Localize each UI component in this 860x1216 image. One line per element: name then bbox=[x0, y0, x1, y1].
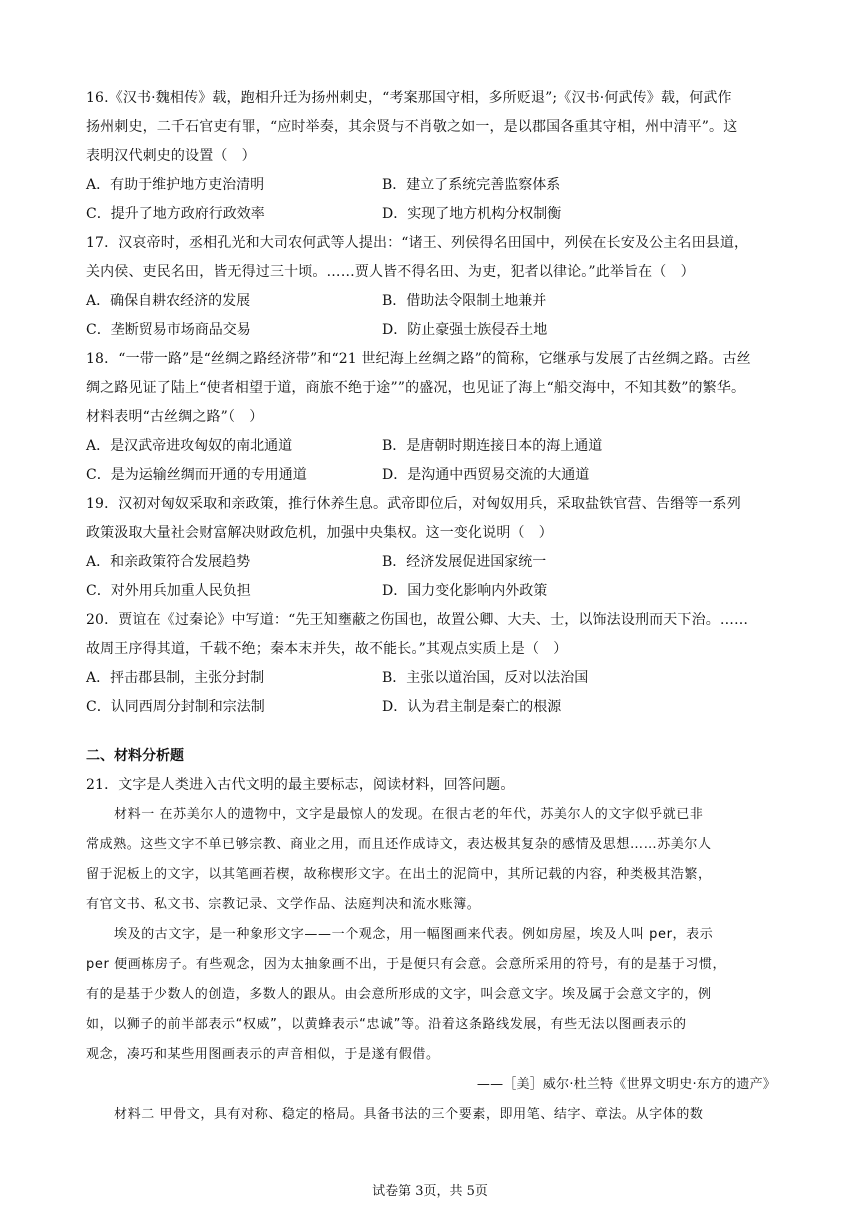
options-row bbox=[86, 316, 776, 345]
page-content bbox=[86, 84, 776, 1130]
material-line: 有官文书、私文书、宗教记录、文学作品、法庭判决和流水账簿。 bbox=[86, 897, 481, 912]
question-17 bbox=[86, 229, 776, 345]
material-line: 留于泥板上的文字，以其笔画若楔，故称楔形文字。在出土的泥筒中，其所记载的内容，种类极其浩繁， bbox=[86, 867, 712, 882]
option-b: B．主张以道治国，反对以法治国 bbox=[382, 670, 589, 686]
section-material-analysis bbox=[86, 742, 776, 1130]
option-d: D．国力变化影响内外政策 bbox=[382, 583, 548, 599]
options-row bbox=[86, 287, 776, 316]
material-source: ——［美］威尔·杜兰特《世界文明史·东方的遗产》 bbox=[476, 1077, 776, 1092]
option-d: D．是沟通中西贸易交流的大通道 bbox=[382, 467, 590, 483]
options-row bbox=[86, 548, 776, 577]
page-footer: 试卷第 3页，共 5页 bbox=[372, 1184, 488, 1199]
question-stem-line: 故周王序得其道，千载不绝；秦本末并失，故不能长。”其观点实质上是（ ） bbox=[86, 641, 568, 657]
option-d: D．实现了地方机构分权制衡 bbox=[382, 206, 562, 222]
question-16 bbox=[86, 84, 776, 229]
material-line: 常成熟。这些文字不单已够宗教、商业之用，而且还作成诗文，表达极其复杂的感情及思想……苏美尔人 bbox=[86, 837, 712, 852]
option-c: C．是为运输丝绸而开通的专用通道 bbox=[86, 467, 307, 483]
question-stem-line: 材料表明“古丝绸之路”（ ） bbox=[86, 409, 264, 425]
question-19 bbox=[86, 490, 776, 606]
question-stem-line: 扬州刺史，二千石官吏有罪，“应时举奏，其余贤与不肖敬之如一，是以郡国各重其守相，州中清平”。这 bbox=[86, 119, 738, 135]
options-row bbox=[86, 664, 776, 693]
option-b: B．建立了系统完善监察体系 bbox=[382, 177, 561, 193]
option-a: A．有助于维护地方吏治清明 bbox=[86, 177, 265, 193]
question-stem-line: 18．“一带一路”是“丝绸之路经济带”和“21 世纪海上丝绸之路”的简称，它继承与发展了古丝绸之路。古丝 bbox=[86, 351, 751, 367]
material-line: 观念，凑巧和某些用图画表示的声音相似，于是遂有假借。 bbox=[86, 1047, 440, 1062]
material-line: 埃及的古文字，是一种象形文字——一个观念，用一幅图画来代表。例如房屋，埃及人叫 per，表示 bbox=[114, 927, 714, 942]
question-stem-line: 绸之路见证了陆上“使者相望于道，商旅不绝于途””的盛况，也见证了海上“船交海中，不知其数”的繁华。 bbox=[86, 380, 746, 396]
question-21-intro: 21．文字是人类进入古代文明的最主要标志，阅读材料，回答问题。 bbox=[86, 777, 515, 793]
option-c: C．认同西周分封制和宗法制 bbox=[86, 699, 265, 715]
option-c: C．垄断贸易市场商品交易 bbox=[86, 322, 251, 338]
question-stem-line: 政策汲取大量社会财富解决财政危机，加强中央集权。这一变化说明（ ） bbox=[86, 525, 553, 541]
option-c: C．对外用兵加重人民负担 bbox=[86, 583, 251, 599]
material-line: 材料二 甲骨文，具有对称、稳定的格局。具备书法的三个要素，即用笔、结字、章法。从字体的数 bbox=[114, 1107, 704, 1122]
option-d: D．认为君主制是秦亡的根源 bbox=[382, 699, 562, 715]
question-stem-line: 表明汉代刺史的设置（ ） bbox=[86, 148, 256, 164]
options-row bbox=[86, 432, 776, 461]
material-line: per 便画栋房子。有些观念，因为太抽象画不出，于是便只有会意。会意所采用的符号，有的是基于习惯， bbox=[86, 957, 727, 972]
material-line: 材料一 在苏美尔人的遗物中，文字是最惊人的发现。在很古老的年代，苏美尔人的文字似乎就已非 bbox=[114, 807, 704, 822]
material-line: 有的是基于少数人的创造，多数人的跟从。由会意所形成的文字，叫会意文字。埃及属于会意文字的，例 bbox=[86, 987, 712, 1002]
options-row bbox=[86, 200, 776, 229]
question-18 bbox=[86, 345, 776, 490]
material-line: 如，以狮子的前半部表示“权威”，以黄蜂表示“忠诚”等。沿着这条路线发展，有些无法以图画表示的 bbox=[86, 1017, 687, 1032]
option-a: A．是汉武帝进攻匈奴的南北通道 bbox=[86, 438, 293, 454]
option-b: B．借助法令限制土地兼并 bbox=[382, 293, 547, 309]
question-stem-line: 16.《汉书·魏相传》载，跑相升迁为扬州刺史，“考案那国守相，多所贬退”;《汉书·何武传》载，何武作 bbox=[86, 90, 732, 106]
options-row bbox=[86, 693, 776, 722]
options-row bbox=[86, 577, 776, 606]
question-20 bbox=[86, 606, 776, 722]
question-stem-line: 19．汉初对匈奴采取和亲政策，推行休养生息。武帝即位后，对匈奴用兵，采取盐铁官营、告缗等一系列 bbox=[86, 496, 741, 512]
option-b: B．经济发展促进国家统一 bbox=[382, 554, 547, 570]
option-c: C．提升了地方政府行政效率 bbox=[86, 206, 265, 222]
option-a: A．确保自耕农经济的发展 bbox=[86, 293, 251, 309]
option-d: D．防止豪强士族侵吞土地 bbox=[382, 322, 548, 338]
section-title: 二、材料分析题 bbox=[86, 748, 184, 764]
options-row bbox=[86, 461, 776, 490]
option-b: B．是唐朝时期连接日本的海上通道 bbox=[382, 438, 603, 454]
options-row bbox=[86, 171, 776, 200]
question-stem-line: 关内侯、吏民名田，皆无得过三十顷。……贾人皆不得名田、为吏，犯者以律论。”此举旨在（ ） bbox=[86, 264, 695, 280]
question-stem-line: 17．汉哀帝时，丞相孔光和大司农何武等人提出：“诸王、列侯得名田国中，列侯在长安及公主名田县道， bbox=[86, 235, 749, 251]
option-a: A．抨击郡县制，主张分封制 bbox=[86, 670, 265, 686]
question-stem-line: 20．贾谊在《过秦论》中写道：“先王知壅蔽之伤国也，故置公卿、大夫、士，以饰法设刑而天下治。…… bbox=[86, 612, 749, 628]
option-a: A．和亲政策符合发展趋势 bbox=[86, 554, 251, 570]
